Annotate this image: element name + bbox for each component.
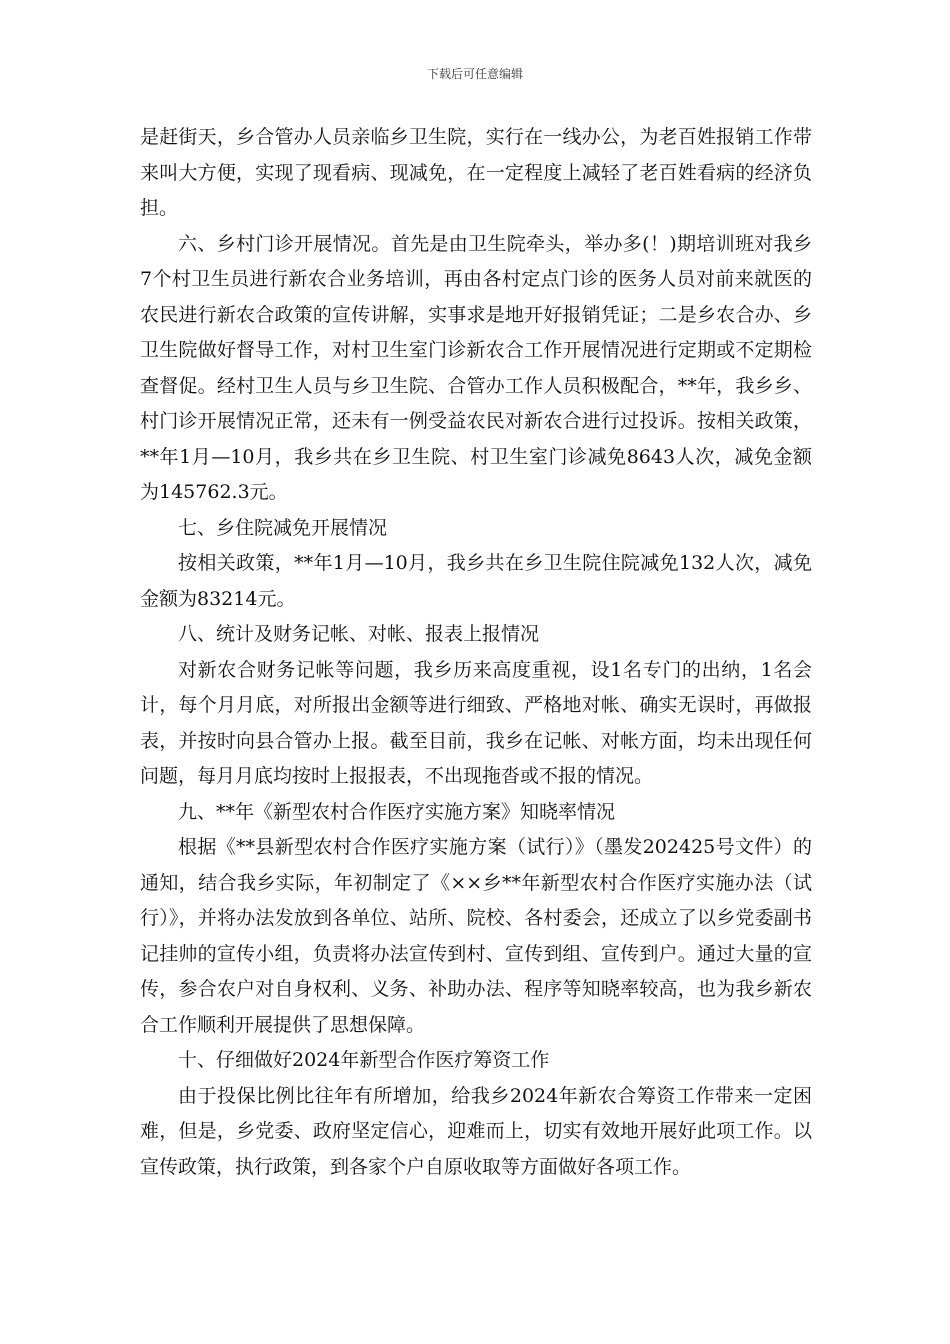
paragraph: 按相关政策，**年1月—10月，我乡共在乡卫生院住院减免132人次，减免金额为83214元。 [140, 552, 812, 610]
document-body [140, 120, 812, 1185]
paragraph: 是赶街天，乡合管办人员亲临乡卫生院，实行在一线办公，为老百姓报销工作带来叫大方便，实现了现看病、现减免，在一定程度上减轻了老百姓看病的经济负担。 [140, 126, 812, 219]
page-header: 下载后可任意编辑 [426, 67, 523, 81]
paragraph: 由于投保比例比往年有所增加，给我乡2024年新农合筹资工作带来一定困难，但是，乡党委、政府坚定信心，迎难而上，切实有效地开展好此项工作。以宣传政策，执行政策，到各家个户自原收取等方面做好各项工作。 [140, 1084, 812, 1178]
paragraph: 对新农合财务记帐等问题，我乡历来高度重视，设1名专门的出纳，1名会计，每个月月底，对所报出金额等进行细致、严格地对帐、确实无误时，再做报表，并按时向县合管办上报。截至目前，我乡在记帐、对帐方面，均未出现任何问题，每月月底均按时上报报表，不出现拖沓或不报的情况。 [140, 658, 812, 787]
section-heading: 十、仔细做好2024年新型合作医疗筹资工作 [178, 1049, 550, 1071]
section-heading: 七、乡住院减免开展情况 [178, 516, 388, 539]
paragraph: 根据《**县新型农村合作医疗实施方案（试行）》（墨发202425号文件）的通知，结合我乡实际，年初制定了《××乡**年新型农村合作医疗实施办法（试行）》，并将办法发放到各单位、站所、院校、各村委会，还成立了以乡党委副书记挂帅的宣传小组，负责将办法宣传到村、宣传到组、宣传到户。通过大量的宣传，参合农户对自身权利、义务、补助办法、程序等知晓率较高，也为我乡新农合工作顺利开展提供了思想保障。 [140, 836, 812, 1036]
section-heading: 八、统计及财务记帐、对帐、报表上报情况 [178, 623, 540, 645]
paragraph: 六、乡村门诊开展情况。首先是由卫生院牵头，举办多(！)期培训班对我乡7个村卫生员进行新农合业务培训，再由各村定点门诊的医务人员对前来就医的农民进行新农合政策的宣传讲解，实事求是地开好报销凭证；二是乡农合办、乡卫生院做好督导工作，对村卫生室门诊新农合工作开展情况进行定期或不定期检查督促。经村卫生人员与乡卫生院、合管办工作人员积极配合，**年，我乡乡、村门诊开展情况正常，还未有一例受益农民对新农合进行过投诉。按相关政策，**年1月—10月，我乡共在乡卫生院、村卫生室门诊减免8643人次，减免金额为145762.3元。 [140, 232, 812, 503]
section-heading: 九、**年《新型农村合作医疗实施方案》知晓率情况 [178, 800, 616, 823]
